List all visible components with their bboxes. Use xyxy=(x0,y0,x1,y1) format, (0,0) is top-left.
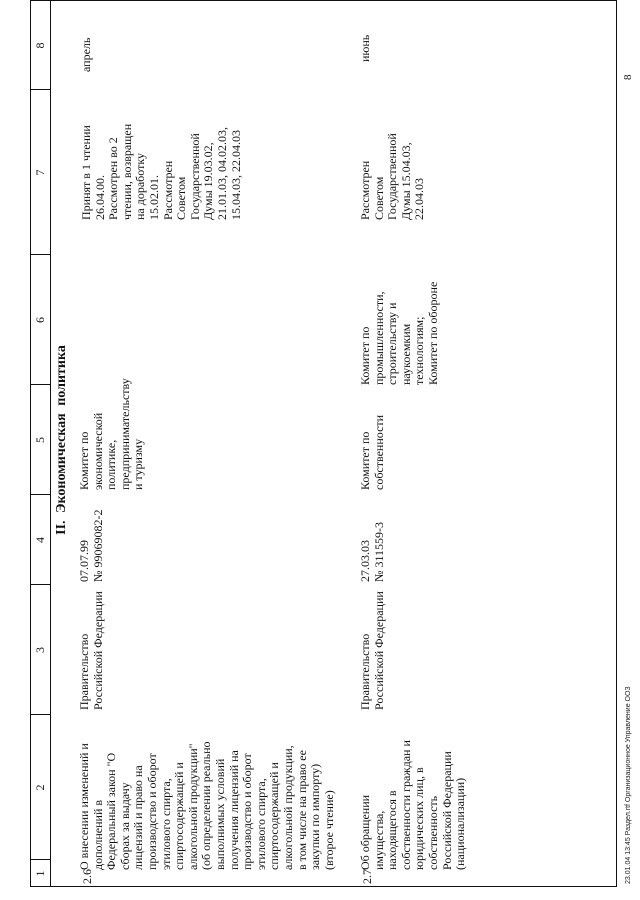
column-number: 8 xyxy=(33,42,47,49)
bill-title: О внесении изменений и дополнений в Федеральный закон "О сборах за выдачу лицензий и право на производство и оборот этилового спирта, спиртосодержащей и алкогольной продукции" (об определении реально выполнимых условий получения лицензий на производство и оборот этилового спирта, спиртосодержащей и алкогольной продукции, в том числе на право ее закупки по импорту) (второе чтение) xyxy=(77,741,336,870)
bill-month: апрель xyxy=(79,37,93,72)
lead-committee: Комитет по экономической политике, предпринимательству и туризму xyxy=(77,378,146,490)
bill-month: июнь xyxy=(358,34,372,62)
print-stamp: 23.01.04 13:45 Раздел.rtf Организационное Управление ООЗ xyxy=(625,686,632,884)
row-number: 2.6 xyxy=(80,869,94,884)
lead-committee: Комитет по собственности xyxy=(358,414,386,490)
column-number: 3 xyxy=(33,647,47,653)
bill-initiator: Правительство Российской Федерации xyxy=(358,591,386,710)
bill-title: Об обращении имущества, находящегося в собственности граждан и юридических лиц, в собственность Российской Федерации (национализации) xyxy=(358,740,468,870)
column-number: 5 xyxy=(33,437,47,443)
section-title: II. Экономическая политика xyxy=(54,345,69,535)
bill-registration: 07.07.99 № 99069082-2 xyxy=(77,509,105,582)
column-number: 2 xyxy=(33,784,47,791)
column-number: 4 xyxy=(33,537,47,543)
page-number: 8 xyxy=(622,74,634,80)
bill-status: Принят в 1 чтении 26.04.00. Рассмотрен во 2 чтении, возвращен на доработку 15.02.01. Рассмотрен Советом Государственной Думы 19.03.02, 21.01.03, 04.02.03, 15.04.03, 22.04.03 xyxy=(79,123,243,220)
column-number: 6 xyxy=(33,317,47,323)
co-committees: Комитет по промышленности, строительству и наукоемким технологиям; Комитет по обороне xyxy=(358,281,440,385)
column-number: 1 xyxy=(33,870,47,877)
bill-registration: 27.03.03 № 311559-3 xyxy=(358,522,386,582)
bill-initiator: Правительство Российской Федерации xyxy=(77,591,105,710)
bill-status: Рассмотрен Советом Государственной Думы 15.04.03, 22.04.03 xyxy=(358,133,427,220)
row-number: 2.7 xyxy=(360,869,374,884)
column-number: 7 xyxy=(33,169,47,176)
